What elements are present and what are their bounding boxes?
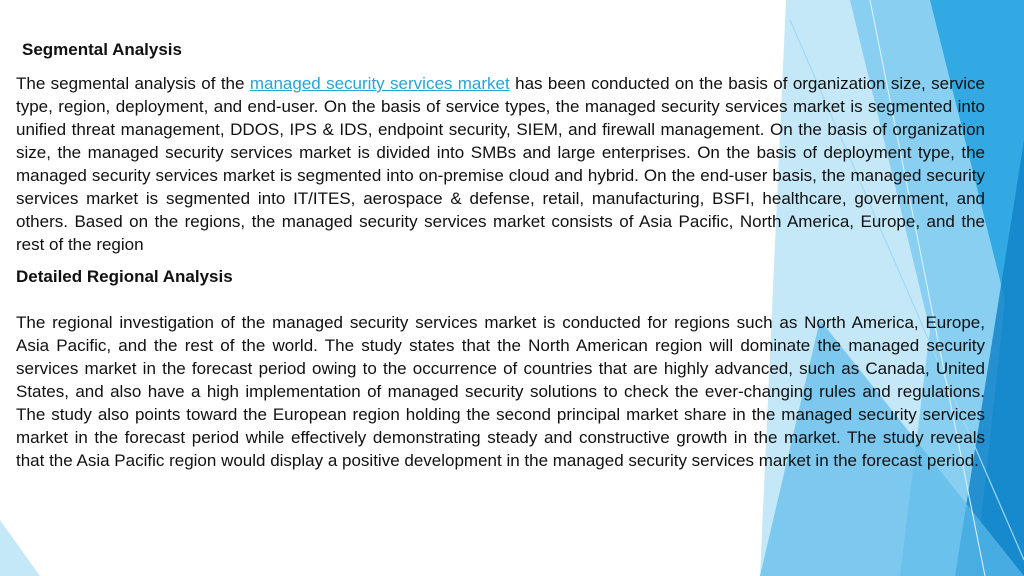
segmental-text-start: The segmental analysis of the — [16, 74, 250, 93]
regional-analysis-paragraph: The regional investigation of the managed security services market is conducted for regions such as North America, Europe, Asia Pacific, and the rest of the world. The study states that the North American region will dominate the managed security services market in the forecast period owing to the occurrence of countries that are highly advanced, such as Canada, United States, and also have a high implementation of managed security solutions to check the ever-changing rules and regulations. The study also points toward the European region holding the second principal market share in the managed security services market in the forecast period while effectively demonstrating steady and constructive growth in the market. The study reveals that the Asia Pacific region would display a positive development in the managed security services market in the forecast period. — [16, 313, 985, 470]
facet-bottom-left — [0, 520, 40, 576]
segmental-text-end: has been conducted on the basis of organization size, service type, region, deployment, and end-user. On the basis of service types, the managed security services market is segmented into unified threat management, DDOS, IPS & IDS, endpoint security, SIEM, and firewall management. On the basis of organization size, the managed security services market is divided into SMBs and large enterprises. On the basis of deployment type, the managed security services market is segmented into on-premise cloud and hybrid. On the end-user basis, the managed security services market is segmented into IT/ITES, aerospace & defense, retail, manufacturing, BSFI, healthcare, government, and others. Based on the regions, the managed security services market consists of Asia Pacific, North America, Europe, and the rest of the region — [16, 74, 985, 254]
segmental-analysis-heading: Segmental Analysis — [22, 40, 182, 59]
regional-analysis-heading: Detailed Regional Analysis — [16, 267, 233, 286]
segmental-analysis-paragraph — [16, 72, 985, 256]
slide-content — [16, 38, 985, 472]
market-link[interactable]: managed security services market — [249, 74, 510, 93]
